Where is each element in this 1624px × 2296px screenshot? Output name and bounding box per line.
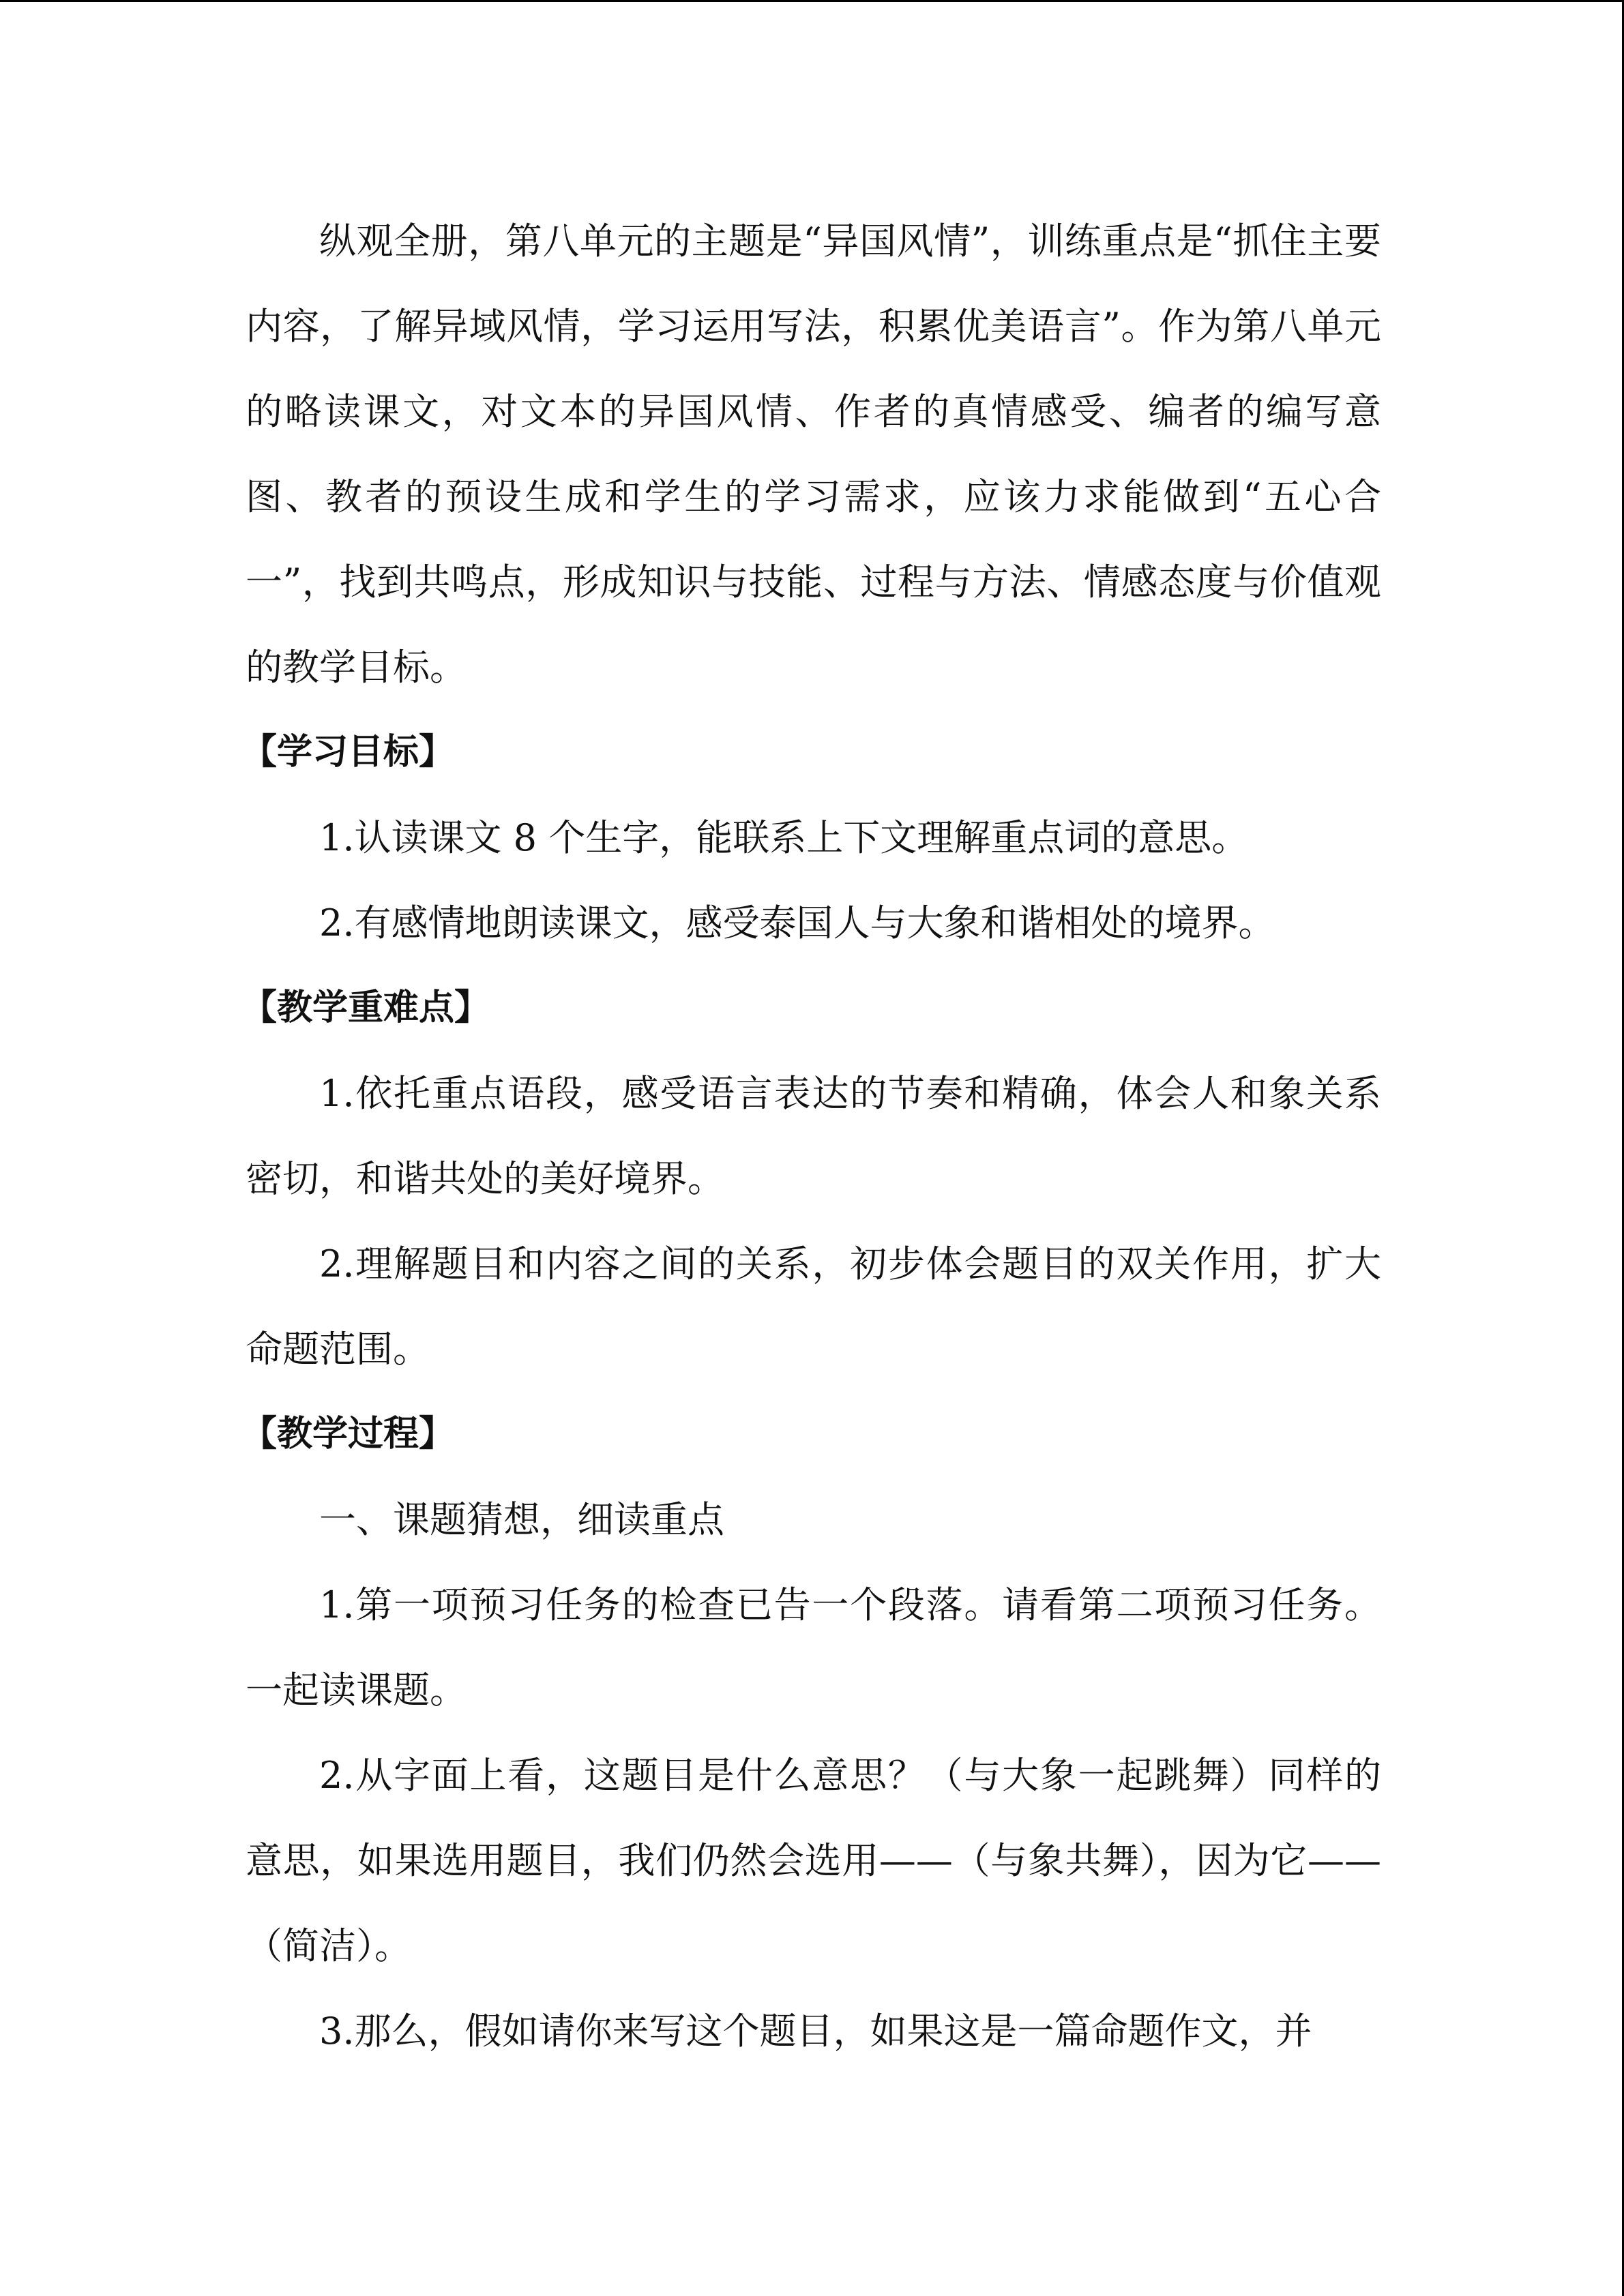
- objectives-heading: 【学习目标】: [241, 732, 455, 773]
- objective-item-1: 1.认读课文 8 个生字，能联系上下文理解重点词的意思。: [319, 816, 1249, 859]
- process-item-3: 3.那么，假如请你来写这个题目，如果这是一篇命题作文，并: [319, 2010, 1312, 2053]
- key-point-item-1: 1.依托重点语段，感受语言表达的节奏和精确，体会人和象关系密切，和谐共处的美好境界。: [246, 1072, 1381, 1200]
- intro-paragraph: 纵观全册，第八单元的主题是“异国风情”，训练重点是“抓住主要内容，了解异域风情，学习运用写法，积累优美语言”。作为第八单元的略读课文，对文本的异国风情、作者的真情感受、编者的编写意图、教者的预设生成和学生的学习需求，应该力求能做到“五心合一”，找到共鸣点，形成知识与技能、过程与方法、情感态度与价值观的教学目标。: [246, 220, 1381, 689]
- key-points-heading: 【教学重难点】: [241, 987, 490, 1028]
- process-item-2: 2.从字面上看，这题目是什么意思？（与大象一起跳舞）同样的意思，如果选用题目，我们仍然会选用——（与象共舞），因为它——（简洁）。: [246, 1754, 1381, 1967]
- process-section-title: 一、课题猜想，细读重点: [319, 1498, 724, 1541]
- key-point-item-2: 2.理解题目和内容之间的关系，初步体会题目的双关作用，扩大命题范围。: [246, 1242, 1381, 1371]
- process-heading: 【教学过程】: [241, 1414, 455, 1455]
- objective-item-2: 2.有感情地朗读课文，感受泰国人与大象和谐相处的境界。: [319, 901, 1275, 944]
- document-body: [241, 198, 1381, 2074]
- process-item-1: 1.第一项预习任务的检查已告一个段落。请看第二项预习任务。一起读课题。: [246, 1583, 1381, 1712]
